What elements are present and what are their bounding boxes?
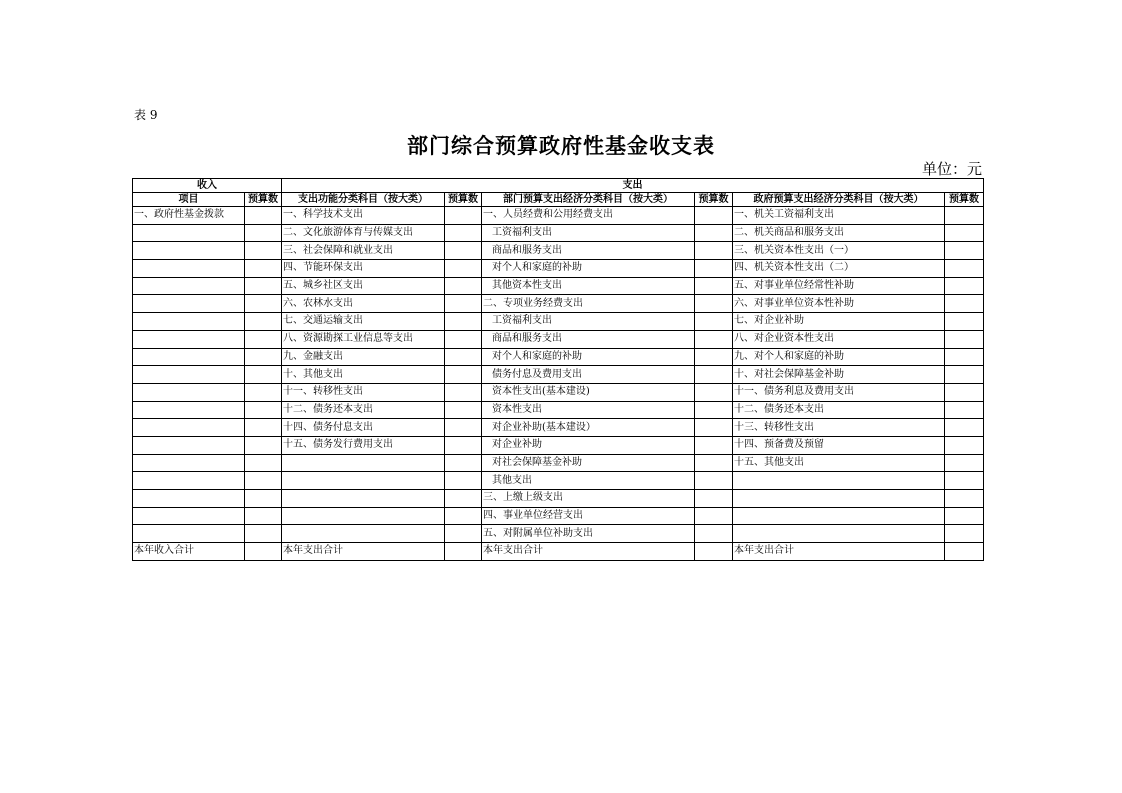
budget-value-cell — [945, 507, 984, 525]
budget-value-cell — [945, 224, 984, 242]
func-item-cell: 五、城乡社区支出 — [282, 277, 445, 295]
budget-value-cell — [445, 207, 482, 225]
budget-value-cell — [945, 242, 984, 260]
gov-item-cell: 一、机关工资福利支出 — [733, 207, 945, 225]
func-item-cell: 十、其他支出 — [282, 366, 445, 384]
budget-value-cell — [695, 242, 733, 260]
budget-value-cell — [245, 207, 282, 225]
budget-value-cell — [695, 224, 733, 242]
budget-value-cell — [445, 242, 482, 260]
dept-item-cell: 四、事业单位经营支出 — [482, 507, 695, 525]
item-column-header: 项目 — [133, 193, 245, 207]
budget-value-cell — [695, 277, 733, 295]
budget-column-header: 预算数 — [945, 193, 984, 207]
gov-item-cell: 十五、其他支出 — [733, 454, 945, 472]
gov-item-cell — [733, 525, 945, 543]
func-item-cell: 七、交通运输支出 — [282, 313, 445, 331]
income-item-cell — [133, 224, 245, 242]
budget-value-cell — [245, 507, 282, 525]
func-item-cell: 六、农林水支出 — [282, 295, 445, 313]
table-row — [133, 543, 984, 561]
func-item-cell: 一、科学技术支出 — [282, 207, 445, 225]
budget-value-cell — [695, 472, 733, 490]
func-item-cell — [282, 472, 445, 490]
budget-value-cell — [945, 525, 984, 543]
func-item-cell — [282, 525, 445, 543]
budget-column-header: 预算数 — [445, 193, 482, 207]
budget-value-cell — [945, 454, 984, 472]
table-body — [133, 207, 984, 561]
gov-item-cell: 二、机关商品和服务支出 — [733, 224, 945, 242]
budget-value-cell — [695, 330, 733, 348]
budget-value-cell — [245, 277, 282, 295]
func-item-cell: 十五、债务发行费用支出 — [282, 436, 445, 454]
budget-value-cell — [245, 366, 282, 384]
budget-value-cell — [695, 525, 733, 543]
income-item-cell — [133, 260, 245, 278]
budget-value-cell — [945, 277, 984, 295]
func-item-cell — [282, 454, 445, 472]
table-row — [133, 260, 984, 278]
dept-item-cell: 对个人和家庭的补助 — [482, 260, 695, 278]
budget-value-cell — [695, 260, 733, 278]
budget-value-cell — [945, 207, 984, 225]
income-item-cell — [133, 242, 245, 260]
budget-value-cell — [445, 543, 482, 561]
budget-value-cell — [445, 260, 482, 278]
income-item-cell: 一、政府性基金拨款 — [133, 207, 245, 225]
budget-value-cell — [445, 348, 482, 366]
dept-item-cell: 工资福利支出 — [482, 313, 695, 331]
func-item-cell — [282, 507, 445, 525]
income-item-cell — [133, 313, 245, 331]
table-row — [133, 383, 984, 401]
dept-item-cell: 商品和服务支出 — [482, 242, 695, 260]
budget-value-cell — [445, 295, 482, 313]
table-row — [133, 313, 984, 331]
expense-total-label: 本年支出合计 — [482, 543, 695, 561]
budget-value-cell — [695, 507, 733, 525]
budget-value-cell — [245, 383, 282, 401]
dept-item-cell: 其他资本性支出 — [482, 277, 695, 295]
budget-value-cell — [695, 401, 733, 419]
budget-value-cell — [245, 330, 282, 348]
budget-value-cell — [445, 490, 482, 508]
table-row — [133, 436, 984, 454]
budget-value-cell — [245, 525, 282, 543]
table-row — [133, 207, 984, 225]
budget-value-cell — [945, 330, 984, 348]
table-row — [133, 348, 984, 366]
income-item-cell — [133, 383, 245, 401]
table-row — [133, 224, 984, 242]
budget-value-cell — [445, 313, 482, 331]
budget-value-cell — [445, 401, 482, 419]
func-item-cell: 十二、债务还本支出 — [282, 401, 445, 419]
income-item-cell — [133, 348, 245, 366]
gov-item-cell: 七、对企业补助 — [733, 313, 945, 331]
budget-value-cell — [945, 543, 984, 561]
budget-table — [132, 178, 984, 561]
budget-value-cell — [695, 490, 733, 508]
budget-value-cell — [945, 472, 984, 490]
table-row — [133, 366, 984, 384]
budget-value-cell — [245, 224, 282, 242]
income-item-cell — [133, 525, 245, 543]
budget-value-cell — [695, 436, 733, 454]
budget-value-cell — [245, 454, 282, 472]
budget-value-cell — [445, 507, 482, 525]
dept-item-cell: 对个人和家庭的补助 — [482, 348, 695, 366]
table-row — [133, 295, 984, 313]
table-row — [133, 277, 984, 295]
dept-item-cell: 资本性支出(基本建设) — [482, 383, 695, 401]
dept-item-cell: 五、对附属单位补助支出 — [482, 525, 695, 543]
budget-value-cell — [245, 348, 282, 366]
budget-value-cell — [445, 277, 482, 295]
expense-header: 支出 — [282, 179, 984, 193]
budget-value-cell — [695, 543, 733, 561]
func-item-cell — [282, 490, 445, 508]
budget-value-cell — [695, 383, 733, 401]
func-column-header: 支出功能分类科目（按大类） — [282, 193, 445, 207]
budget-value-cell — [695, 348, 733, 366]
budget-value-cell — [945, 383, 984, 401]
budget-value-cell — [245, 295, 282, 313]
func-item-cell: 十四、债务付息支出 — [282, 419, 445, 437]
func-item-cell: 八、资源勘探工业信息等支出 — [282, 330, 445, 348]
income-item-cell — [133, 454, 245, 472]
budget-value-cell — [445, 419, 482, 437]
gov-item-cell: 八、对企业资本性支出 — [733, 330, 945, 348]
func-item-cell: 二、文化旅游体育与传媒支出 — [282, 224, 445, 242]
income-item-cell — [133, 490, 245, 508]
gov-item-cell: 十三、转移性支出 — [733, 419, 945, 437]
gov-item-cell — [733, 472, 945, 490]
table-row — [133, 242, 984, 260]
unit-label: 单位：元 — [921, 160, 982, 178]
budget-value-cell — [245, 472, 282, 490]
func-item-cell: 三、社会保障和就业支出 — [282, 242, 445, 260]
gov-item-cell: 十四、预备费及预留 — [733, 436, 945, 454]
budget-column-header: 预算数 — [245, 193, 282, 207]
dept-item-cell: 商品和服务支出 — [482, 330, 695, 348]
budget-value-cell — [245, 313, 282, 331]
budget-value-cell — [695, 295, 733, 313]
budget-value-cell — [695, 454, 733, 472]
func-item-cell: 四、节能环保支出 — [282, 260, 445, 278]
func-item-cell: 十一、转移性支出 — [282, 383, 445, 401]
budget-value-cell — [445, 366, 482, 384]
table-row — [133, 401, 984, 419]
gov-item-cell — [733, 507, 945, 525]
budget-value-cell — [945, 313, 984, 331]
page-title: 部门综合预算政府性基金收支表 — [407, 133, 715, 158]
dept-item-cell: 二、专项业务经费支出 — [482, 295, 695, 313]
dept-item-cell: 一、人员经费和公用经费支出 — [482, 207, 695, 225]
income-item-cell — [133, 277, 245, 295]
budget-value-cell — [445, 224, 482, 242]
budget-value-cell — [245, 419, 282, 437]
table-row — [133, 472, 984, 490]
gov-item-cell — [733, 490, 945, 508]
income-item-cell — [133, 472, 245, 490]
dept-item-cell: 工资福利支出 — [482, 224, 695, 242]
gov-item-cell: 五、对事业单位经常性补助 — [733, 277, 945, 295]
budget-value-cell — [245, 242, 282, 260]
budget-value-cell — [695, 313, 733, 331]
budget-value-cell — [945, 436, 984, 454]
budget-value-cell — [245, 401, 282, 419]
income-item-cell — [133, 507, 245, 525]
income-item-cell — [133, 366, 245, 384]
budget-value-cell — [445, 436, 482, 454]
budget-value-cell — [245, 436, 282, 454]
income-item-cell — [133, 419, 245, 437]
income-total-label: 本年收入合计 — [133, 543, 245, 561]
budget-value-cell — [945, 419, 984, 437]
budget-value-cell — [445, 383, 482, 401]
dept-item-cell: 对企业补助(基本建设） — [482, 419, 695, 437]
gov-item-cell: 十一、债务利息及费用支出 — [733, 383, 945, 401]
budget-value-cell — [245, 543, 282, 561]
table-row — [133, 330, 984, 348]
dept-column-header: 部门预算支出经济分类科目（按大类） — [482, 193, 695, 207]
dept-item-cell: 资本性支出 — [482, 401, 695, 419]
income-item-cell — [133, 401, 245, 419]
dept-item-cell: 其他支出 — [482, 472, 695, 490]
gov-item-cell: 十、对社会保障基金补助 — [733, 366, 945, 384]
expense-total-label: 本年支出合计 — [733, 543, 945, 561]
budget-value-cell — [945, 490, 984, 508]
budget-value-cell — [945, 401, 984, 419]
dept-item-cell: 对企业补助 — [482, 436, 695, 454]
budget-value-cell — [245, 260, 282, 278]
budget-value-cell — [445, 525, 482, 543]
expense-total-label: 本年支出合计 — [282, 543, 445, 561]
table-row — [133, 525, 984, 543]
dept-item-cell: 对社会保障基金补助 — [482, 454, 695, 472]
func-item-cell: 九、金融支出 — [282, 348, 445, 366]
budget-value-cell — [445, 454, 482, 472]
table-row — [133, 490, 984, 508]
budget-value-cell — [695, 366, 733, 384]
gov-item-cell: 九、对个人和家庭的补助 — [733, 348, 945, 366]
table-row — [133, 507, 984, 525]
budget-column-header: 预算数 — [695, 193, 733, 207]
budget-value-cell — [945, 260, 984, 278]
gov-item-cell: 四、机关资本性支出（二） — [733, 260, 945, 278]
budget-value-cell — [945, 295, 984, 313]
budget-value-cell — [945, 348, 984, 366]
income-item-cell — [133, 295, 245, 313]
budget-value-cell — [245, 490, 282, 508]
dept-item-cell: 三、上缴上级支出 — [482, 490, 695, 508]
budget-value-cell — [695, 419, 733, 437]
income-item-cell — [133, 436, 245, 454]
gov-item-cell: 六、对事业单位资本性补助 — [733, 295, 945, 313]
table-row — [133, 419, 984, 437]
budget-value-cell — [695, 207, 733, 225]
income-item-cell — [133, 330, 245, 348]
budget-value-cell — [945, 366, 984, 384]
table-row — [133, 454, 984, 472]
gov-item-cell: 十二、债务还本支出 — [733, 401, 945, 419]
table-label: 表 9 — [134, 108, 158, 122]
budget-value-cell — [445, 330, 482, 348]
budget-value-cell — [445, 472, 482, 490]
income-header: 收入 — [133, 179, 282, 193]
gov-column-header: 政府预算支出经济分类科目（按大类） — [733, 193, 945, 207]
gov-item-cell: 三、机关资本性支出（一） — [733, 242, 945, 260]
dept-item-cell: 债务付息及费用支出 — [482, 366, 695, 384]
